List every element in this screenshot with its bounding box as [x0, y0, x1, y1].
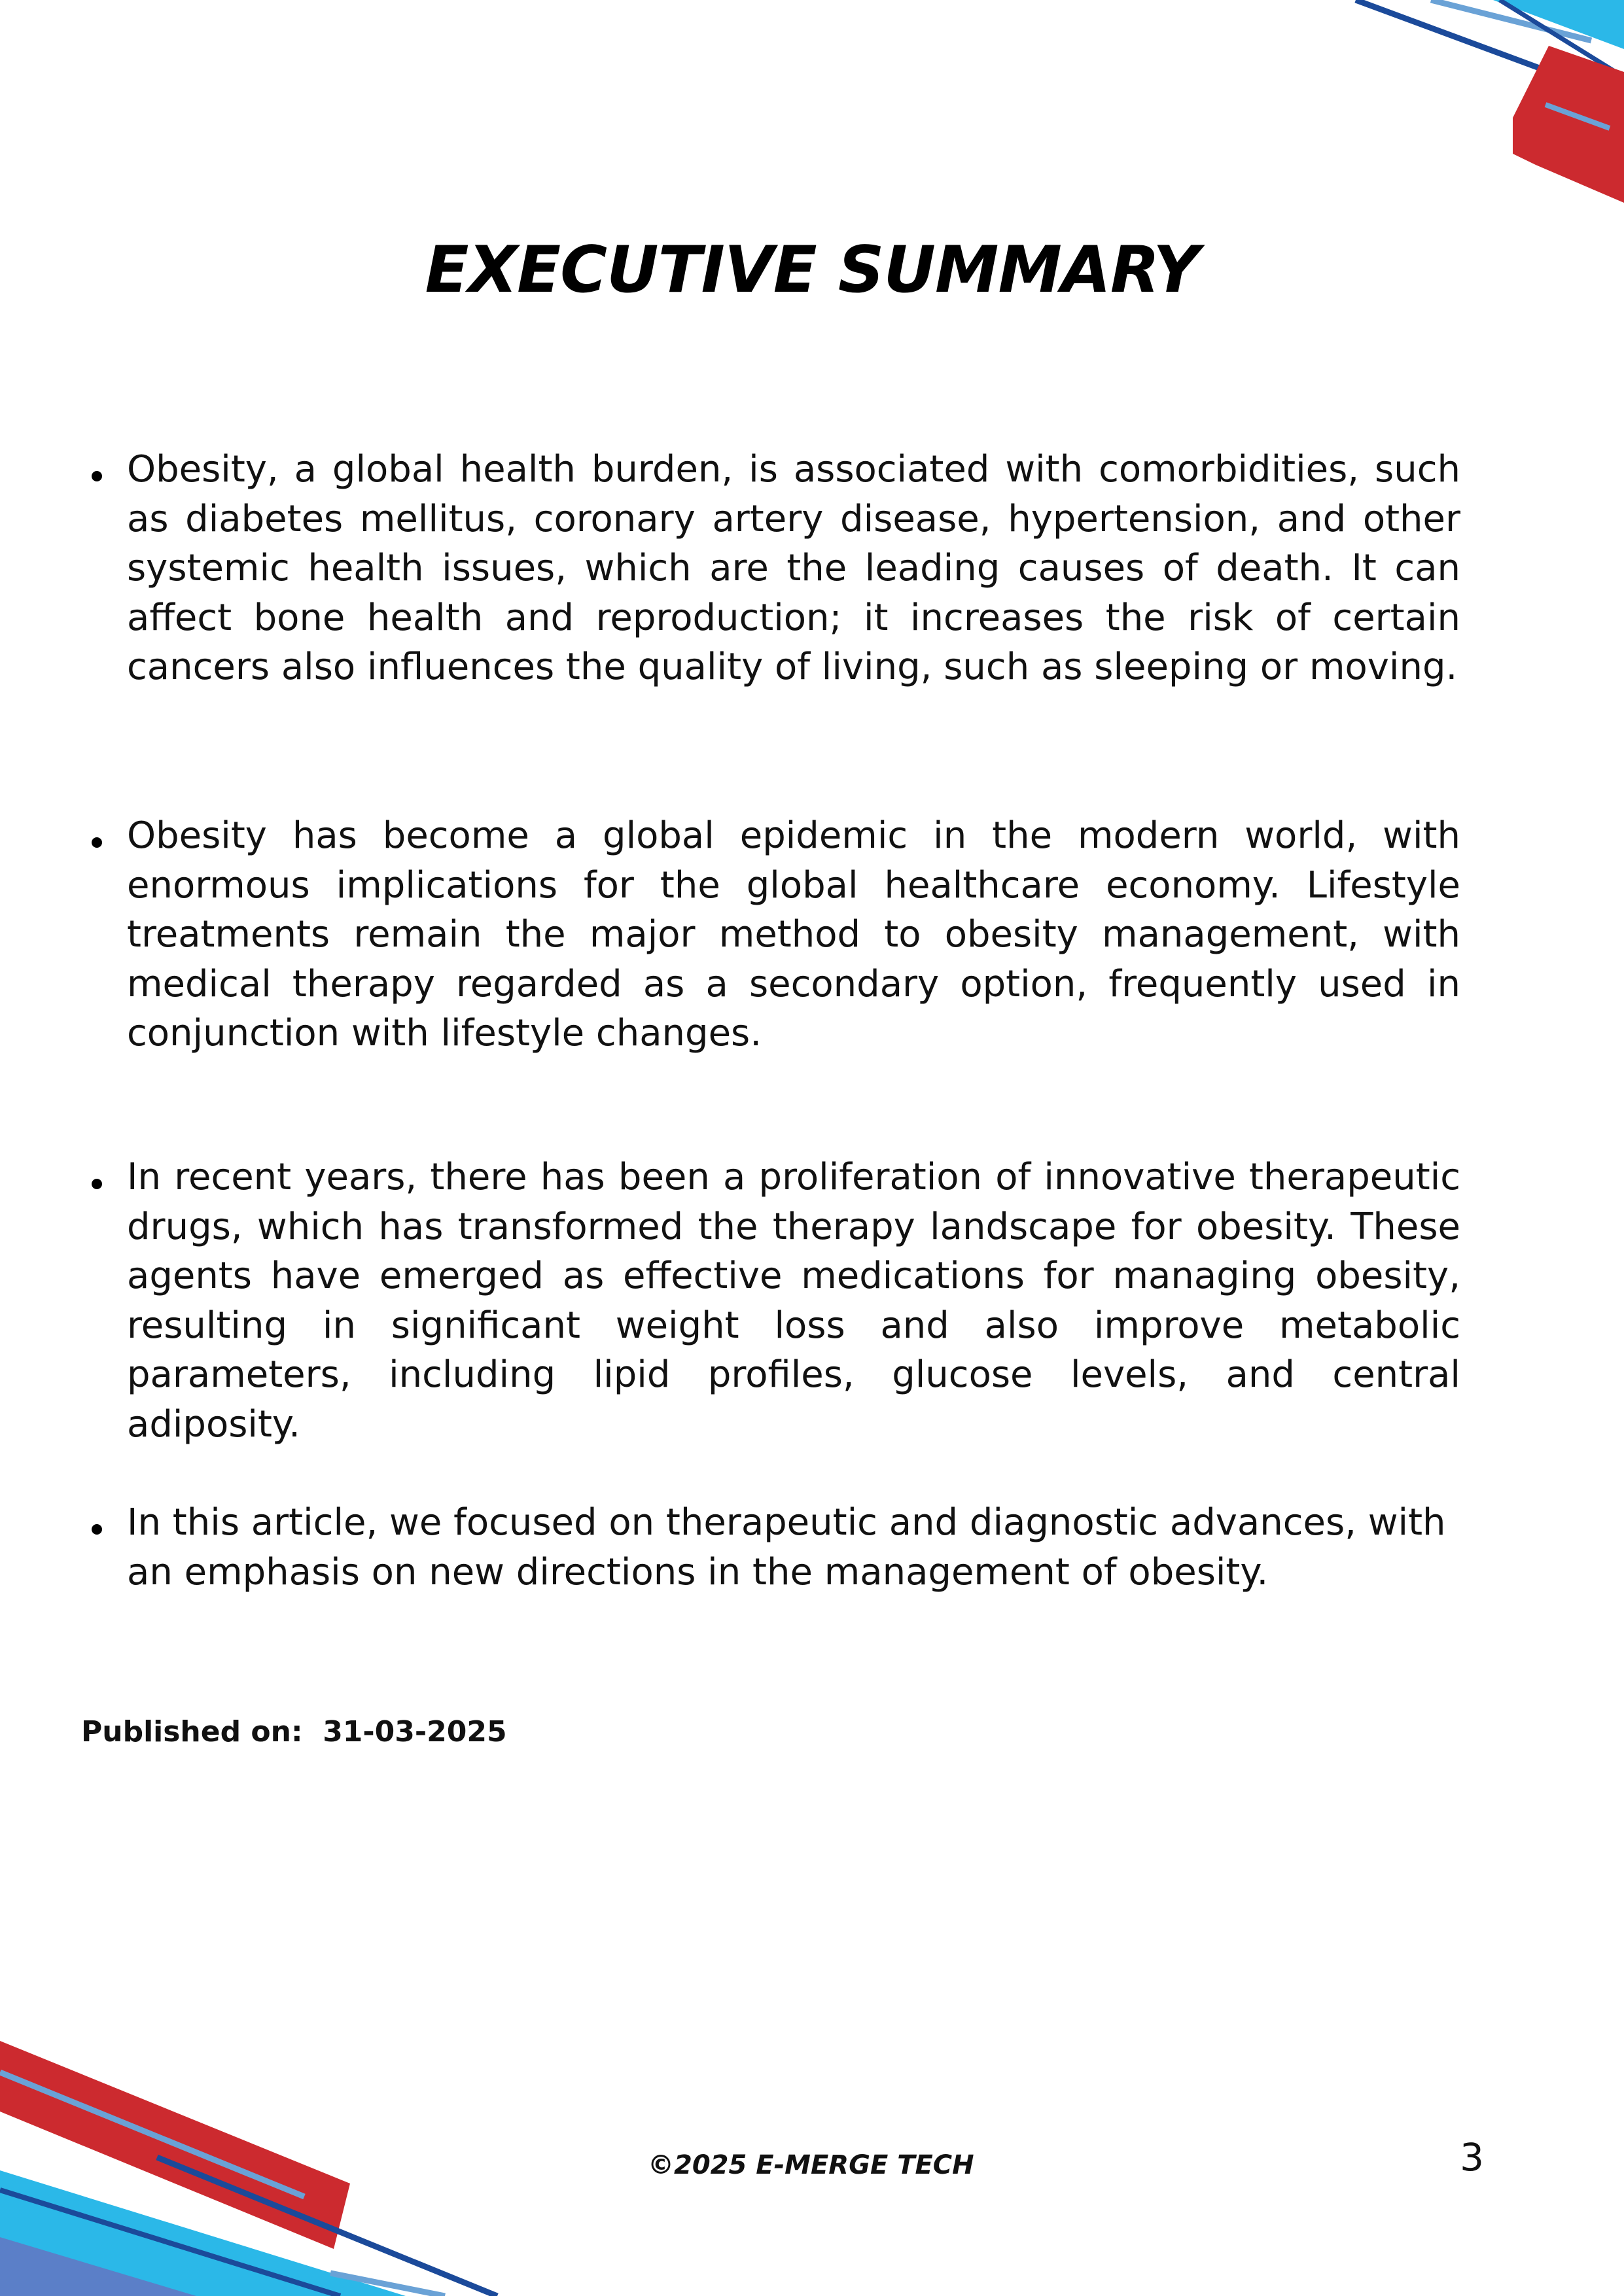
light-blue-line — [0, 2072, 304, 2197]
page-title: EXECUTIVE SUMMARY — [425, 233, 1199, 307]
bullet-text: In recent years, there has been a proliferation of innovative therapeutic drugs, which has transformed the therapy landscape for obesity. These agents have emerged as effective medications for managing obesity, resulting in significant weight loss and also improve metabolic parameters, including lipid profiles, glucose levels, and central adiposity. — [127, 1156, 1460, 1446]
bottom-left-stripes-decoration — [0, 2041, 523, 2296]
footer-copyright: ©2025 E-MERGE TECH — [648, 2150, 974, 2180]
bullet-text: Obesity, a global health burden, is associated with comorbidities, such as diabetes mellitus, coronary artery disease, hypertension, and other systemic health issues, which are the leading causes of death. It can affect bone health and reproduction; it increases the risk of certain cancers also influences the quality of living, such as sleeping or moving. — [127, 448, 1460, 688]
bullet-dot-icon — [92, 837, 102, 848]
page-number: 3 — [1460, 2135, 1484, 2180]
top-right-stripes-decoration — [1205, 0, 1624, 203]
bullet-dot-icon — [92, 1179, 102, 1189]
bullet-dot-icon — [92, 471, 102, 481]
bullet-text: Obesity has become a global epidemic in the modern world, with enormous implications for the global healthcare economy. Lifestyle treatments remain the major method to obesity management, with medical therapy regarded as a secondary option, frequently used in conjunction with lifestyle changes. — [127, 814, 1460, 1054]
red-stripe — [1513, 46, 1624, 203]
bullet-dot-icon — [92, 1524, 102, 1535]
published-date: Published on: 31-03-2025 — [81, 1715, 507, 1748]
bullet-text: In this article, we focused on therapeutic and diagnostic advances, with an emphasis on new directions in the management of obesity. — [127, 1501, 1446, 1593]
